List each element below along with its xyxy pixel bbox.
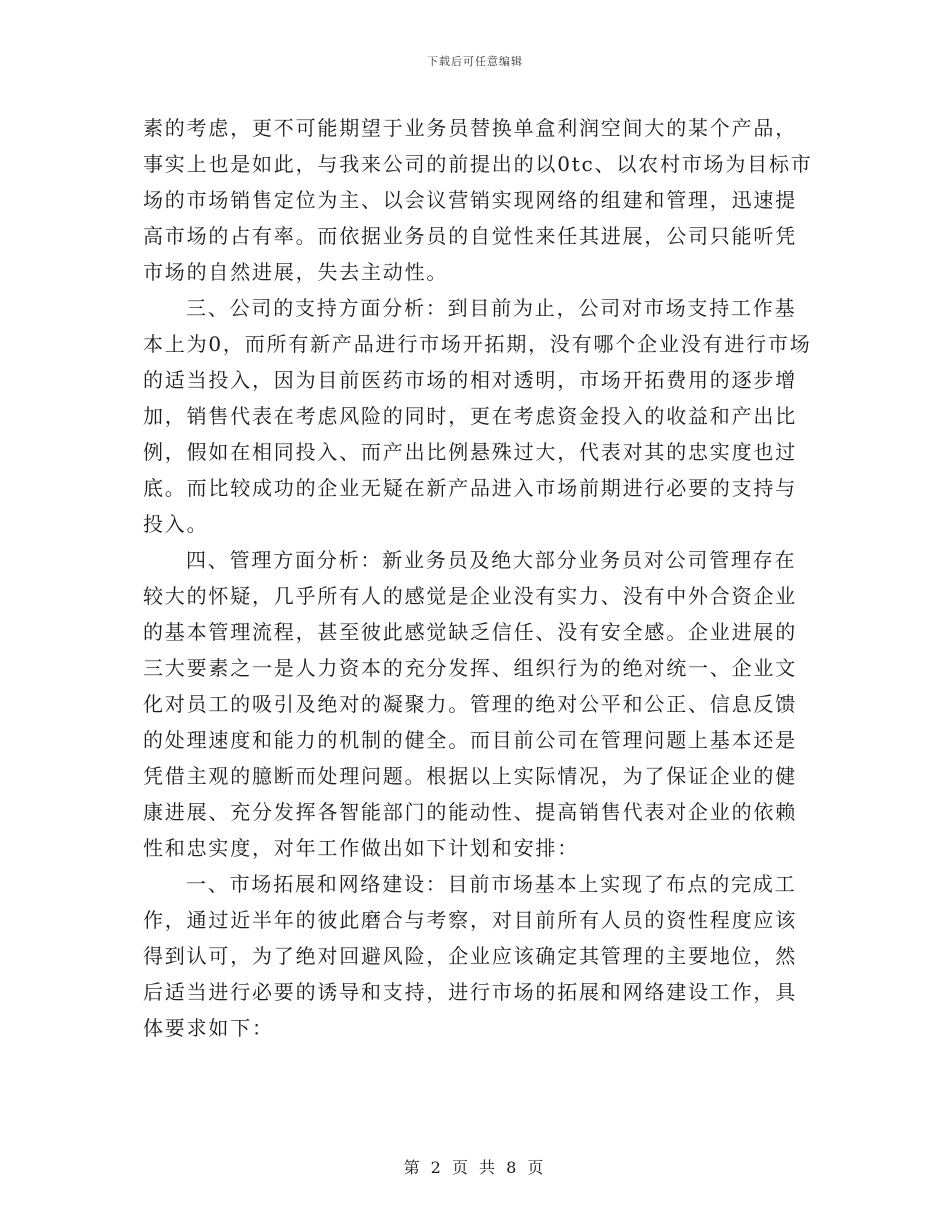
text-line: 投入。	[143, 512, 209, 536]
paragraph-start-line: 四、管理方面分析：新业务员及绝大部分业务员对公司管理存在	[186, 548, 797, 572]
text-line: 得到认可，为了绝对回避风险，企业应该确定其管理的主要地位，然	[143, 944, 797, 968]
text-line: 事实上也是如此，与我来公司的前提出的以0tc、以农村市场为目标市	[143, 152, 813, 176]
text-line: 的基本管理流程，甚至彼此感觉缺乏信任、没有安全感。企业进展的	[143, 620, 797, 644]
page-header-note: 下载后可任意编辑	[427, 55, 523, 68]
text-line: 市场的自然进展，失去主动性。	[143, 260, 449, 284]
text-line: 较大的怀疑，几乎所有人的感觉是企业没有实力、没有中外合资企业	[143, 584, 797, 608]
document-body	[143, 110, 813, 1046]
text-line: 底。而比较成功的企业无疑在新产品进入市场前期进行必要的支持与	[143, 476, 797, 500]
text-line: 高市场的占有率。而依据业务员的自觉性来任其进展，公司只能听凭	[143, 224, 797, 248]
text-line: 凭借主观的臆断而处理问题。根据以上实际情况，为了保证企业的健	[143, 764, 797, 788]
text-line: 化对员工的吸引及绝对的凝聚力。管理的绝对公平和公正、信息反馈	[143, 692, 797, 716]
text-line: 后适当进行必要的诱导和支持，进行市场的拓展和网络建设工作，具	[143, 980, 797, 1004]
text-line: 例，假如在相同投入、而产出比例悬殊过大，代表对其的忠实度也过	[143, 440, 797, 464]
text-line: 三大要素之一是人力资本的充分发挥、组织行为的绝对统一、企业文	[143, 656, 797, 680]
text-line: 本上为0，而所有新产品进行市场开拓期，没有哪个企业没有进行市场	[143, 332, 812, 356]
text-line: 加，销售代表在考虑风险的同时，更在考虑资金投入的收益和产出比	[143, 404, 797, 428]
text-line: 体要求如下：	[143, 1016, 274, 1040]
paragraph-start-line: 一、市场拓展和网络建设：目前市场基本上实现了布点的完成工	[186, 872, 797, 896]
text-line: 作，通过近半年的彼此磨合与考察，对目前所有人员的资性程度应该	[143, 908, 797, 932]
text-line: 性和忠实度，对年工作做出如下计划和安排：	[143, 836, 579, 860]
paragraph-start-line: 三、公司的支持方面分析：到目前为止，公司对市场支持工作基	[186, 296, 797, 320]
text-line: 的适当投入，因为目前医药市场的相对透明，市场开拓费用的逐步增	[143, 368, 797, 392]
text-line: 康进展、充分发挥各智能部门的能动性、提高销售代表对企业的依赖	[143, 800, 797, 824]
text-line: 素的考虑，更不可能期望于业务员替换单盒利润空间大的某个产品，	[143, 116, 797, 140]
page-number: 第 2 页 共 8 页	[403, 1158, 547, 1177]
text-line: 的处理速度和能力的机制的健全。而目前公司在管理问题上基本还是	[143, 728, 797, 752]
text-line: 场的市场销售定位为主、以会议营销实现网络的组建和管理，迅速提	[143, 188, 797, 212]
